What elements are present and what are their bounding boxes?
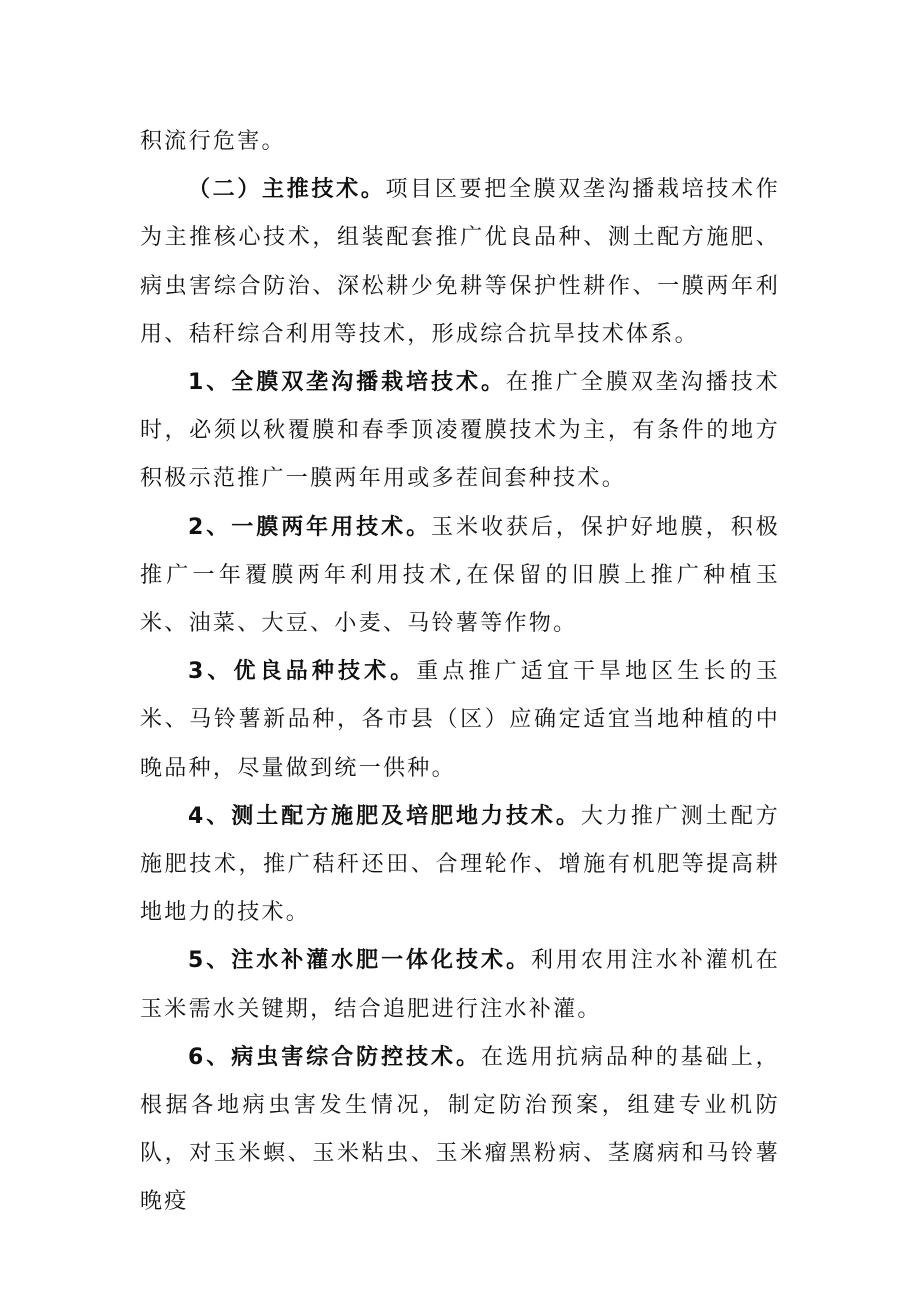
paragraph-main-techniques — [140, 166, 780, 359]
document-body — [140, 118, 780, 1227]
paragraph-item-3 — [140, 648, 780, 793]
paragraph-text: 在推广全膜双垄沟播技术时，必须以秋覆膜和春季顶凌覆膜技术为主，有条件的地方积极示范推广一膜两年用或多茬间套种技术。 — [140, 370, 780, 492]
paragraph-text: 大力推广测土配方施肥技术，推广秸秆还田、合理轮作、增施有机肥等提高耕地地力的技术。 — [140, 803, 781, 926]
paragraph-heading: （二）主推技术。 — [188, 177, 386, 203]
paragraph-heading: 5、注水补灌水肥一体化技术。 — [188, 948, 531, 974]
paragraph-heading: 2、一膜两年用技术。 — [188, 514, 432, 540]
paragraph-heading: 6、病虫害综合防控技术。 — [188, 1044, 481, 1070]
paragraph-heading: 1、全膜双垄沟播栽培技术。 — [188, 370, 506, 396]
paragraph-item-5 — [140, 937, 780, 1033]
paragraph-heading: 4、测土配方施肥及培肥地力技术。 — [188, 803, 581, 829]
paragraph-text: 利用农用注水补灌机在玉米需水关键期，结合追肥进行注水补灌。 — [140, 948, 780, 1022]
paragraph-heading: 3、优良品种技术。 — [188, 659, 417, 685]
paragraph-item-1 — [140, 359, 780, 504]
paragraph-text: 项目区要把全膜双垄沟播栽培技术作为主推核心技术，组装配套推广优良品种、测土配方施肥、病虫害综合防治、深松耕少免耕等保护性耕作、一膜两年利用、秸秆综合利用等技术，形成综合抗旱技术体系。 — [140, 177, 780, 347]
paragraph-text: 积流行危害。 — [140, 129, 286, 154]
paragraph-text: 重点推广适宜干旱地区生长的玉米、马铃薯新品种，各市县（区）应确定适宜当地种植的中晚品种，尽量做到统一供种。 — [140, 659, 781, 781]
paragraph-item-6 — [140, 1034, 780, 1227]
paragraph-text: 玉米收获后，保护好地膜，积极推广一年覆膜两年利用技术,在保留的旧膜上推广种植玉米、油菜、大豆、小麦、马铃薯等作物。 — [140, 514, 780, 637]
paragraph-text: 在选用抗病品种的基础上，根据各地病虫害发生情况，制定防治预案，组建专业机防队，对玉米螟、玉米粘虫、玉米瘤黑粉病、茎腐病和马铃薯晚疫 — [140, 1044, 780, 1215]
paragraph-item-4 — [140, 793, 780, 938]
paragraph-item-2 — [140, 504, 780, 649]
paragraph-continuation — [140, 118, 780, 166]
